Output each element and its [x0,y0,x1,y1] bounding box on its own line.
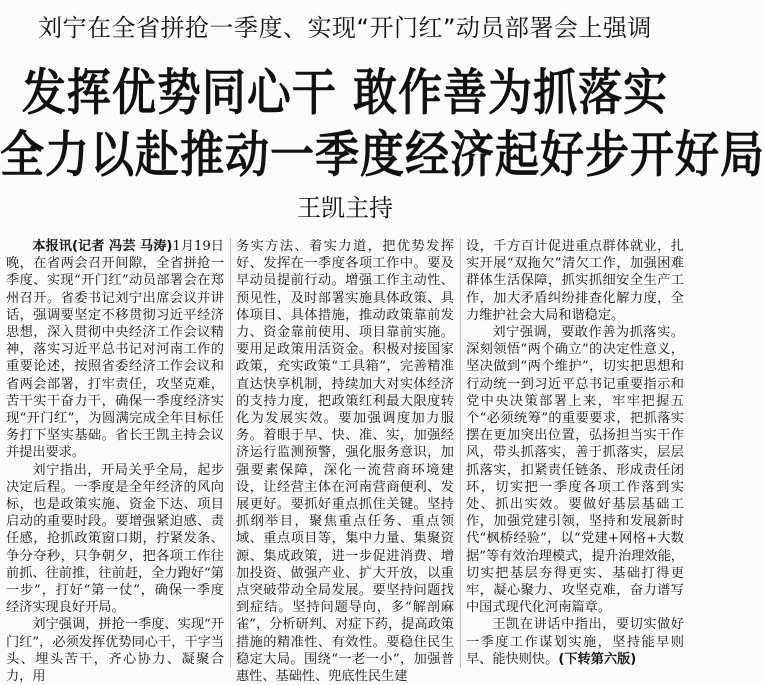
article-body [6,238,686,685]
main-headline-line-1: 发挥优势同心干 敢作善为抓落实 [21,64,669,122]
article-paragraph: 王凯在讲话中指出，要切实做好一季度工作谋划实施，坚持能早则早、能快则快。(下转第六版) [466,617,684,667]
article-paragraph: 刘宁强调，要敢作善为抓落实。深刻领悟“两个确立”的决定性意义，坚决做到“两个维护”，切实把思想和行动统一到习近平总书记重要指示和党中央决策部署上来，牢牢把握五个“必须统筹”的重要要求，把抓落实摆在更加突出位置，弘扬担当实干作风，带头抓落实，善于抓落实，层层抓落实，扣紧责任链条、形成责任闭环，切实把一季度各项工作落到实处、抓出实效。要做好基层基础工作，加强党建引领，坚持和发展新时代“枫桥经验”，以“党建+网格+大数据”等有效治理模式，提升治理效能，切实把基层夯得更实、基础打得更牢，凝心聚力、攻坚克难，奋力谱写中国式现代化河南篇章。 [466,325,684,616]
kicker-headline: 刘宁在全省拼抢一季度、实现“开门红”动员部署会上强调 [38,14,652,42]
main-headline-line-2: 全力以赴推动一季度经济起好步开好局 [0,126,765,184]
article-paragraph: 设，千方百计促进重点群体就业，扎实开展“双拖欠”清欠工作，加强困难群体生活保障，抓实抓细安全生产工作，加大矛盾纠纷排查化解力度，全力维护社会大局和谐稳定。 [466,239,684,323]
article-paragraph: 本报讯(记者 冯芸 马涛)1月19日晚，在省两会召开间隙，全省拼抢一季度、实现“开门红”动员部署会在郑州召开。省委书记刘宁出席会议并讲话，强调要坚定不移贯彻习近平经济思想，深入贯彻中央经济工作会议精神，落实习近平总书记对河南工作的重要论述，按照省委经济工作会议和省两会部署，打牢责任，攻坚克难，苦干实干奋力干，确保一季度经济实现“开门红”，为圆满完成全年目标任务打下坚实基础。省长王凯主持会议并提出要求。 [6,239,224,461]
article-paragraph: 务实方法、着实力道，把优势发挥好、发挥在一季度各项工作中。要及早动员提前行动。增强工作主动性、预见性，及时部署实施具体政策、具体项目、具体措施，推动政策靠前发力、资金靠前使用、项目靠前实施。要用足政策用活资金。积极对接国家政策，充实政策“工具箱”，完善精准直达快享机制，持续加大对实体经济的支持力度，把政策红利最大限度转化为发展实效。要加强调度加力服务。着眼于早、快、准、实，加强经济运行监测预警，强化服务意识，加强要素保障，深化一流营商环境建设，让经营主体在河南营商便利、发展更好。要抓好重点抓住关键。坚持抓纲举目，聚焦重点任务、重点领域、重点项目等，集中力量、集聚资源、集成政策，进一步促进消费、增加投资、做强产业、扩大开放，以重点突破带动全局发展。要坚持问题找到症结。坚持问题导向，多“解剖麻雀”，分析研判、对症下药，提高政策措施的精准性、有效性。要稳住民生稳定大局。围绕“一老一小”，加强普惠性、基础性、兜底性民生建 [236,239,454,685]
article-paragraph: 刘宁指出，开局关乎全局，起步决定后程。一季度是全年经济的风向标，也是政策实施、资金下达、项目启动的重要时段。要增强紧迫感、责任感，抢抓政策窗口期，拧紧发条、争分夺秒，只争朝夕，把各项工作往前抓、往前推，往前赶，全力跑好“第一步”，打好“第一仗”，确保一季度经济实现良好开局。 [6,462,224,616]
byline: 王凯主持 [297,194,393,222]
dateline: 本报讯(记者 冯芸 马涛) [32,239,173,254]
article-column-3 [466,238,684,668]
continuation-note: (下转第六版) [558,651,637,667]
article-column-1 [6,238,224,685]
article-column-2 [236,238,454,685]
article-paragraph: 刘宁强调，拼抢一季度、实现“开门红”，必须发挥优势同心干，干字当头、埋头苦干，齐心协力、凝聚合力，用 [6,617,224,685]
